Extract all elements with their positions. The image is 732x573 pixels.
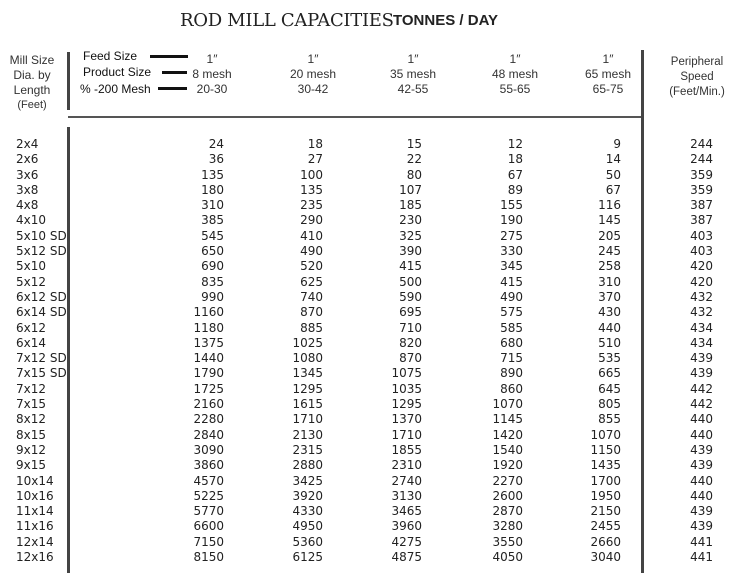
cell: 890: [500, 366, 523, 381]
cell: 67: [507, 167, 523, 182]
cell: 2160: [193, 397, 224, 412]
cell: 330: [500, 244, 523, 259]
cell: 5770: [193, 504, 224, 519]
mill-size-header: Mill Size Dia. by Length (Feet): [9, 53, 55, 111]
cell: 710: [399, 320, 422, 335]
cell: 244: [690, 152, 713, 167]
cell: 1375: [193, 335, 224, 350]
cell: 3465: [391, 504, 422, 519]
page-title: ROD MILL CAPACITIES: [180, 10, 394, 31]
cell: 36: [208, 152, 224, 167]
cell: 1070: [492, 397, 523, 412]
cell: 1420: [492, 427, 523, 442]
cell: 430: [598, 305, 621, 320]
cell: 3040: [590, 550, 621, 565]
col-header-48mesh: 1″ 48 mesh 55-65: [491, 52, 539, 96]
cell: 15: [406, 137, 422, 151]
cell: 434: [690, 320, 713, 335]
cell: 190: [500, 213, 523, 228]
cell: 1295: [391, 397, 422, 412]
cell: 442: [690, 397, 713, 412]
cell: 870: [300, 305, 323, 320]
cell: 4330: [292, 504, 323, 519]
cell: 420: [690, 259, 713, 274]
cell: 680: [500, 335, 523, 350]
cell: 3090: [193, 442, 224, 457]
cell: 1710: [391, 427, 422, 442]
cell: 439: [690, 442, 713, 457]
cell: 440: [690, 412, 713, 427]
cell: 89: [507, 182, 523, 197]
cell: 4570: [193, 473, 224, 488]
cell: 185: [399, 198, 422, 213]
cell: 3860: [193, 458, 224, 473]
col-65mesh: [577, 137, 621, 565]
cell: 1435: [590, 458, 621, 473]
cell: 575: [500, 305, 523, 320]
cell: 9x12: [16, 442, 47, 457]
cell: 432: [690, 305, 713, 320]
cell: 1855: [391, 442, 422, 457]
product-size-label: Product Size: [83, 65, 152, 79]
cell: 490: [300, 244, 323, 259]
cell: 1440: [193, 351, 224, 366]
cell: 410: [300, 228, 323, 243]
cell: 1700: [590, 473, 621, 488]
cell: 135: [201, 167, 224, 182]
cell: 8x15: [16, 427, 47, 442]
cell: 1150: [590, 442, 621, 457]
cell: 650: [201, 244, 224, 259]
cell: 2x6: [16, 152, 39, 167]
cell: 7x15: [16, 397, 47, 412]
cell: 100: [300, 167, 323, 182]
cell: 2310: [391, 458, 422, 473]
cell: 7150: [193, 534, 224, 549]
cell: 4x8: [16, 198, 39, 213]
cell: 2315: [292, 442, 323, 457]
cell: 244: [690, 137, 713, 151]
cell: 440: [690, 473, 713, 488]
cell: 1180: [193, 320, 224, 335]
divider-left: [67, 52, 70, 110]
feed-size-label: Feed Size: [83, 49, 138, 63]
cell: 18: [507, 152, 523, 167]
cell: 5225: [193, 488, 224, 503]
cell: 440: [690, 488, 713, 503]
divider-right: [641, 50, 644, 573]
cell: 1540: [492, 442, 523, 457]
cell: 67: [605, 182, 621, 197]
pct-mesh-label: % -200 Mesh: [80, 82, 151, 96]
cell: 990: [201, 289, 224, 304]
cell: 12: [507, 137, 523, 151]
cell: 439: [690, 366, 713, 381]
cell: 10x16: [16, 488, 54, 503]
cell: 805: [598, 397, 621, 412]
cell: 370: [598, 289, 621, 304]
cell: 441: [690, 550, 713, 565]
cell: 5x12 SD: [16, 244, 67, 259]
cell: 2270: [492, 473, 523, 488]
col-header-65mesh: 1″ 65 mesh 65-75: [584, 52, 632, 96]
cell: 359: [690, 182, 713, 197]
cell: 2840: [193, 427, 224, 442]
cell: 500: [399, 274, 422, 289]
cell: 1370: [391, 412, 422, 427]
speed-header: Peripheral Speed (Feet/Min.): [669, 56, 725, 98]
cell: 2660: [590, 534, 621, 549]
cell: 258: [598, 259, 621, 274]
speed-column: [673, 137, 713, 565]
cell: 3x8: [16, 182, 39, 197]
cell: 6x12: [16, 320, 47, 335]
col-8mesh: [180, 137, 224, 565]
col-header-20mesh: 1″ 20 mesh 30-42: [289, 52, 337, 96]
cell: 5x10: [16, 259, 47, 274]
cell: 545: [201, 228, 224, 243]
cell: 1295: [292, 381, 323, 396]
cell: 860: [500, 381, 523, 396]
cell: 6x12 SD: [16, 289, 67, 304]
cell: 135: [300, 182, 323, 197]
cell: 3920: [292, 488, 323, 503]
cell: 345: [500, 259, 523, 274]
cell: 11x14: [16, 504, 54, 519]
cell: 434: [690, 335, 713, 350]
cell: 441: [690, 534, 713, 549]
cell: 2130: [292, 427, 323, 442]
cell: 390: [399, 244, 422, 259]
cell: 1080: [292, 351, 323, 366]
cell: 695: [399, 305, 422, 320]
cell: 4050: [492, 550, 523, 565]
cell: 690: [201, 259, 224, 274]
cell: 8x12: [16, 412, 47, 427]
cell: 6x14: [16, 335, 47, 350]
cell: 439: [690, 351, 713, 366]
cell: 442: [690, 381, 713, 396]
mill-size-column: [16, 137, 72, 565]
cell: 535: [598, 351, 621, 366]
cell: 6125: [292, 550, 323, 565]
cell: 387: [690, 198, 713, 213]
cell: 415: [500, 274, 523, 289]
cell: 1725: [193, 381, 224, 396]
cell: 116: [598, 198, 621, 213]
cell: 1025: [292, 335, 323, 350]
cell: 4950: [292, 519, 323, 534]
cell: 18: [307, 137, 323, 151]
cell: 7x15 SD: [16, 366, 67, 381]
cell: 359: [690, 167, 713, 182]
cell: 3960: [391, 519, 422, 534]
cell: 22: [406, 152, 422, 167]
cell: 5x10 SD: [16, 228, 67, 243]
cell: 310: [201, 198, 224, 213]
cell: 4875: [391, 550, 422, 565]
cell: 10x14: [16, 473, 54, 488]
cell: 3425: [292, 473, 323, 488]
cell: 490: [500, 289, 523, 304]
cell: 2740: [391, 473, 422, 488]
cell: 835: [201, 274, 224, 289]
cell: 3280: [492, 519, 523, 534]
cell: 432: [690, 289, 713, 304]
cell: 180: [201, 182, 224, 197]
cell: 403: [690, 228, 713, 243]
cell: 5360: [292, 534, 323, 549]
cell: 3130: [391, 488, 422, 503]
cell: 5x12: [16, 274, 47, 289]
cell: 665: [598, 366, 621, 381]
cell: 440: [598, 320, 621, 335]
cell: 2600: [492, 488, 523, 503]
cell: 12x16: [16, 550, 54, 565]
cell: 6x14 SD: [16, 305, 67, 320]
cell: 1950: [590, 488, 621, 503]
cell: 245: [598, 244, 621, 259]
cell: 870: [399, 351, 422, 366]
cell: 1345: [292, 366, 323, 381]
cell: 740: [300, 289, 323, 304]
cell: 27: [307, 152, 323, 167]
cell: 1615: [292, 397, 323, 412]
cell: 439: [690, 519, 713, 534]
cell: 310: [598, 274, 621, 289]
cell: 1075: [391, 366, 422, 381]
cell: 3x6: [16, 167, 39, 182]
cell: 2880: [292, 458, 323, 473]
cell: 9x15: [16, 458, 47, 473]
cell: 3550: [492, 534, 523, 549]
cell: 585: [500, 320, 523, 335]
cell: 415: [399, 259, 422, 274]
col-48mesh: [479, 137, 523, 565]
col-35mesh: [378, 137, 422, 565]
col-20mesh: [279, 137, 323, 565]
page-subtitle: TONNES / DAY: [393, 12, 499, 29]
cell: 645: [598, 381, 621, 396]
cell: 2870: [492, 504, 523, 519]
cell: 80: [406, 167, 422, 182]
cell: 1145: [492, 412, 523, 427]
cell: 625: [300, 274, 323, 289]
cell: 325: [399, 228, 422, 243]
cell: 820: [399, 335, 422, 350]
cell: 385: [201, 213, 224, 228]
cell: 145: [598, 213, 621, 228]
cell: 4275: [391, 534, 422, 549]
cell: 855: [598, 412, 621, 427]
cell: 275: [500, 228, 523, 243]
cell: 7x12 SD: [16, 351, 67, 366]
col-header-35mesh: 1″ 35 mesh 42-55: [389, 52, 437, 96]
cell: 2455: [590, 519, 621, 534]
cell: 11x16: [16, 519, 54, 534]
cell: 439: [690, 504, 713, 519]
cell: 1710: [292, 412, 323, 427]
cell: 107: [399, 182, 422, 197]
cell: 9: [613, 137, 621, 151]
cell: 2x4: [16, 137, 39, 151]
cell: 403: [690, 244, 713, 259]
cell: 14: [605, 152, 621, 167]
cell: 715: [500, 351, 523, 366]
cell: 590: [399, 289, 422, 304]
cell: 155: [500, 198, 523, 213]
cell: 7x12: [16, 381, 47, 396]
cell: 12x14: [16, 534, 54, 549]
cell: 510: [598, 335, 621, 350]
cell: 420: [690, 274, 713, 289]
cell: 439: [690, 458, 713, 473]
cell: 1790: [193, 366, 224, 381]
cell: 24: [208, 137, 224, 151]
cell: 50: [605, 167, 621, 182]
cell: 6600: [193, 519, 224, 534]
cell: 387: [690, 213, 713, 228]
cell: 520: [300, 259, 323, 274]
header-rule: [68, 116, 641, 118]
cell: 230: [399, 213, 422, 228]
col-header-8mesh: 1″ 8 mesh 20-30: [192, 52, 232, 96]
cell: 235: [300, 198, 323, 213]
cell: 8150: [193, 550, 224, 565]
cell: 440: [690, 427, 713, 442]
cell: 205: [598, 228, 621, 243]
cell: 1920: [492, 458, 523, 473]
cell: 1035: [391, 381, 422, 396]
cell: 4x10: [16, 213, 47, 228]
cell: 290: [300, 213, 323, 228]
cell: 1160: [193, 305, 224, 320]
cell: 2150: [590, 504, 621, 519]
cell: 1070: [590, 427, 621, 442]
cell: 885: [300, 320, 323, 335]
cell: 2280: [193, 412, 224, 427]
